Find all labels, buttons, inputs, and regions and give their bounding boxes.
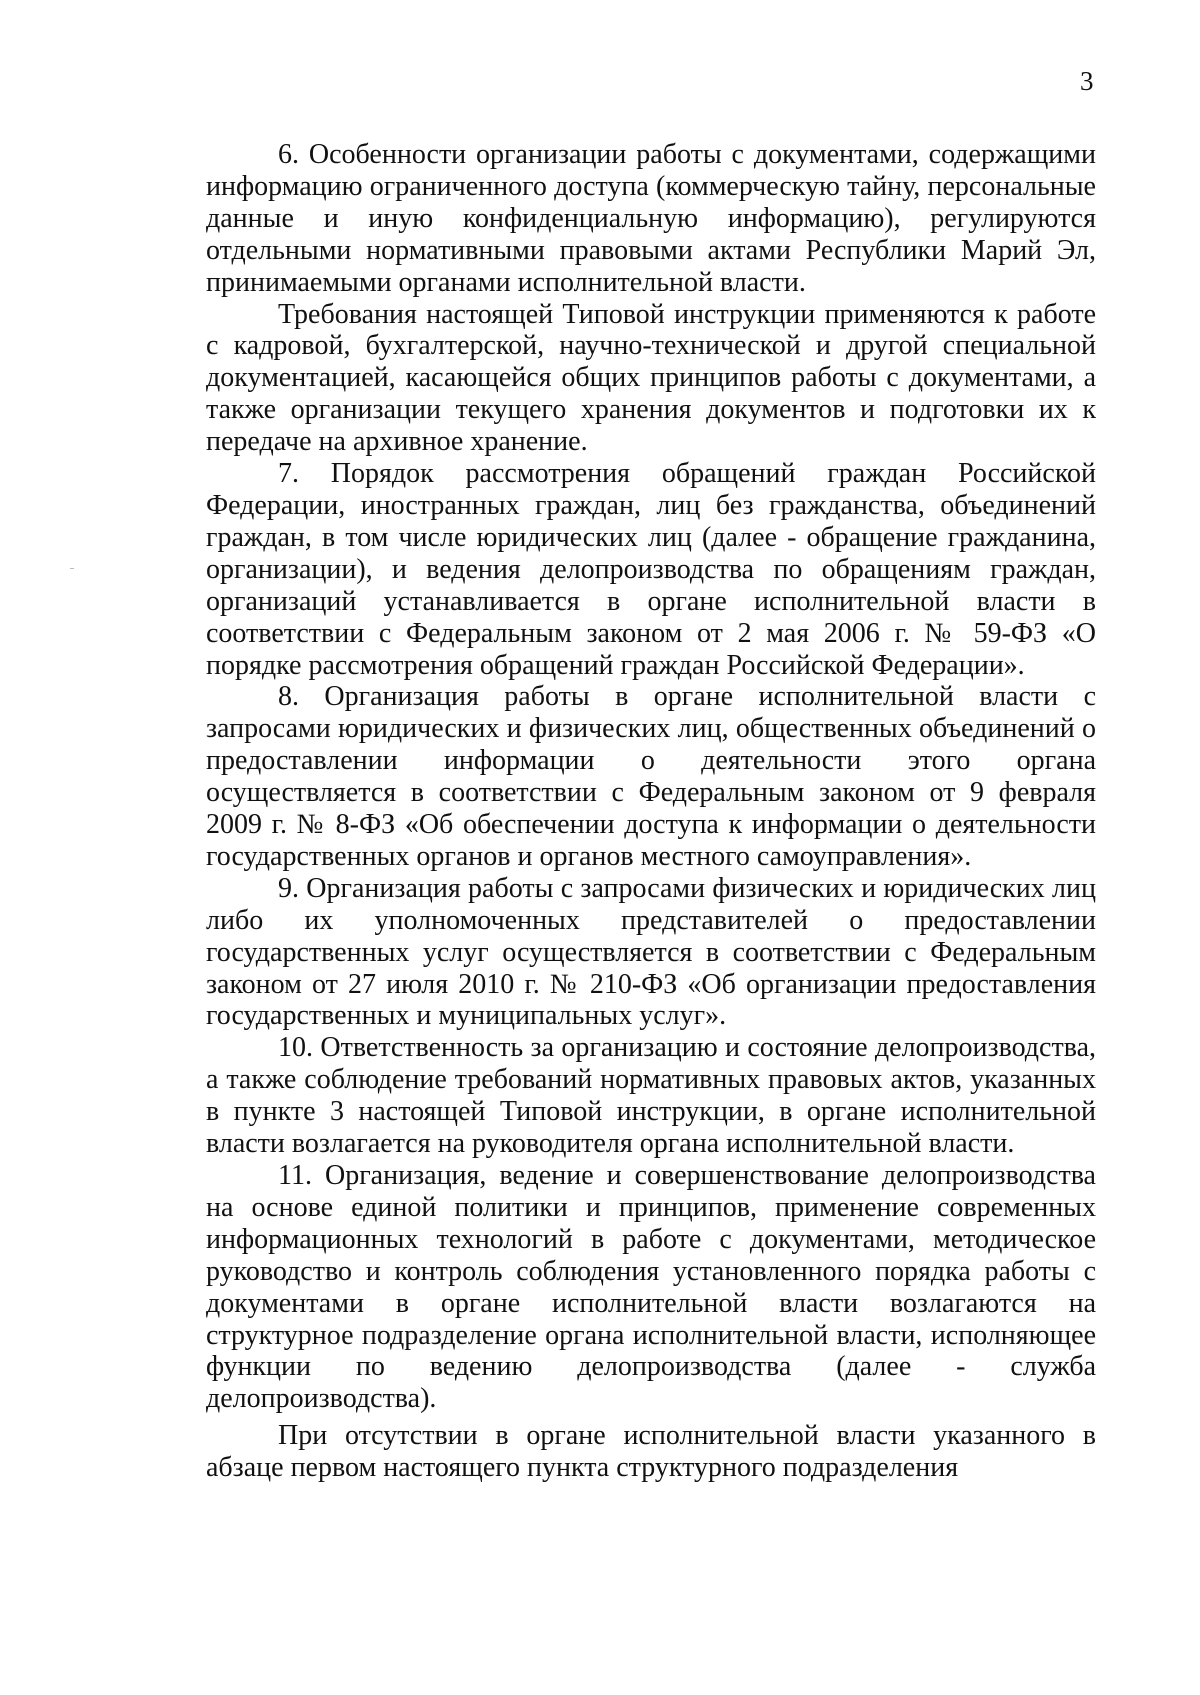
paragraph-6: 6. Особенности организации работы с документами, содержащими информацию ограниченного доступа (коммерческую тайну, персональные данные и иную конфиденциальную информацию), регулируются отдельными нормативными правовыми актами Республики Марий Эл, принимаемыми органами исполнительной власти. — [206, 139, 1096, 298]
paragraph-11-absence: При отсутствии в органе исполнительной власти указанного в абзаце первом настоящего пункта структурного подразделения — [206, 1420, 1096, 1484]
paragraph-8: 8. Организация работы в органе исполнительной власти с запросами юридических и физических лиц, общественных объединений о предоставлении информации о деятельности этого органа осуществляется в соответствии с Федеральным законом от 9 февраля 2009 г. № 8-ФЗ «Об обеспечении доступа к информации о деятельности государственных органов и органов местного самоуправления». — [206, 681, 1096, 872]
paragraph-10: 10. Ответственность за организацию и состояние делопроизводства, а также соблюдение требований нормативных правовых актов, указанных в пункте 3 настоящей Типовой инструкции, в органе исполнительной власти возлагается на руководителя органа исполнительной власти. — [206, 1032, 1096, 1160]
scan-artifact — [70, 568, 74, 569]
page-number: 3 — [1080, 66, 1094, 96]
document-body — [206, 139, 1096, 1484]
paragraph-6-requirements: Требования настоящей Типовой инструкции применяются к работе с кадровой, бухгалтерской, научно-технической и другой специальной документацией, касающейся общих принципов работы с документами, а также организации текущего хранения документов и подготовки их к передаче на архивное хранение. — [206, 298, 1096, 458]
paragraph-7: 7. Порядок рассмотрения обращений граждан Российской Федерации, иностранных граждан, лиц без гражданства, объединений граждан, в том числе юридических лиц (далее - обращение гражданина, организации), и ведения делопроизводства по обращениям граждан, организаций устанавливается в органе исполнительной власти в соответствии с Федеральным законом от 2 мая 2006 г. № 59-ФЗ «О порядке рассмотрения обращений граждан Российской Федерации». — [206, 458, 1096, 681]
paragraph-11: 11. Организация, ведение и совершенствование делопроизводства на основе единой политики и принципов, применение современных информационных технологий в работе с документами, методическое руководство и контроль соблюдения установленного порядка работы с документами в органе исполнительной власти возлагаются на структурное подразделение органа исполнительной власти, исполняющее функции по ведению делопроизводства (далее - служба делопроизводства). — [206, 1160, 1096, 1415]
paragraph-9: 9. Организация работы с запросами физических и юридических лиц либо их уполномоченных представителей о предоставлении государственных услуг осуществляется в соответствии с Федеральным законом от 27 июля 2010 г. № 210-ФЗ «Об организации предоставления государственных и муниципальных услуг». — [206, 872, 1096, 1032]
